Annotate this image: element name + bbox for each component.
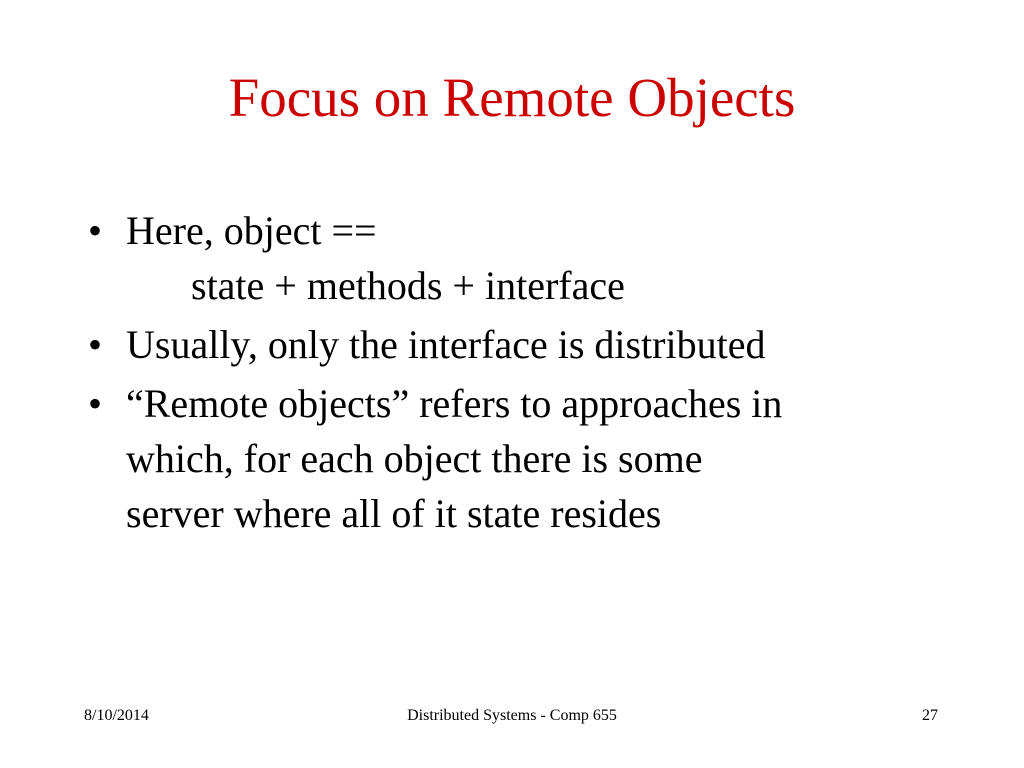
bullet-item (88, 317, 968, 372)
bullet-list (88, 203, 968, 545)
bullet-item (88, 376, 968, 541)
bullet-marker: • (88, 381, 103, 426)
bullet-marker: • (88, 322, 103, 367)
bullet-text-line: Usually, only the interface is distributed (126, 322, 766, 367)
bullet-item (88, 203, 968, 313)
bullet-text-line: “Remote objects” refers to approaches in (126, 381, 783, 426)
bullet-text-line-indented: state + methods + interface (191, 263, 625, 308)
bullet-text-line: which, for each object there is some (126, 436, 703, 481)
footer-course: Distributed Systems - Comp 655 (407, 707, 617, 724)
bullet-text-line: server where all of it state resides (126, 491, 662, 536)
slide-title: Focus on Remote Objects (228, 67, 796, 128)
bullet-marker: • (88, 208, 103, 253)
footer-page-number: 27 (922, 707, 938, 724)
footer-date: 8/10/2014 (84, 707, 149, 724)
bullet-text-line: Here, object == (126, 208, 377, 253)
